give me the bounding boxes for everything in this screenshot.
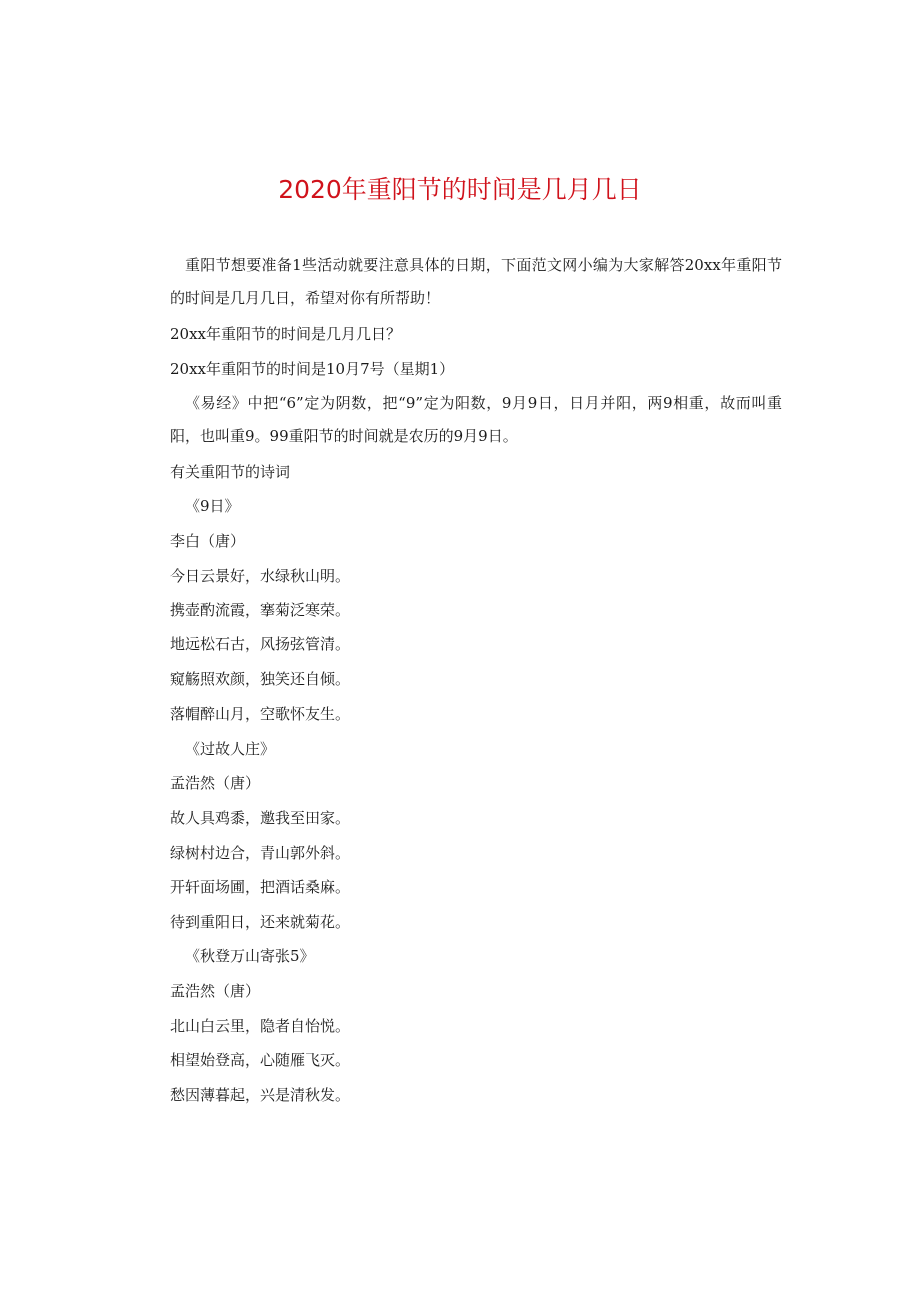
document-title: 2020年重阳节的时间是几月几日: [278, 175, 642, 204]
poem-line: 携壶酌流霞，搴菊泛寒荣。: [170, 601, 351, 619]
poem-line: 落帽醉山月，空歌怀友生。: [170, 705, 351, 723]
poem-title: 《秋登万山寄张5》: [185, 947, 315, 965]
poem-line: 北山白云里，隐者自怡悦。: [170, 1017, 351, 1035]
poem-line: 待到重阳日，还来就菊花。: [170, 913, 351, 931]
poem-author: 孟浩然（唐）: [170, 982, 261, 1000]
explanation-paragraph: 《易经》中把“6”定为阴数，把“9”定为阳数，9月9日，日月并阳，两9相重，故而叫重阳，也叫重9。99重阳节的时间就是农历的9月9日。: [170, 394, 782, 445]
poem-line: 故人具鸡黍，邀我至田家。: [170, 809, 351, 827]
poem-title: 《9日》: [185, 497, 240, 515]
poem-author: 孟浩然（唐）: [170, 774, 261, 792]
poem-line: 绿树村边合，青山郭外斜。: [170, 844, 351, 862]
poem-line: 窥觞照欢颜，独笑还自倾。: [170, 670, 351, 688]
poem-line: 愁因薄暮起，兴是清秋发。: [170, 1086, 351, 1104]
poem-line: 相望始登高，心随雁飞灭。: [170, 1051, 351, 1069]
poem-title: 《过故人庄》: [185, 740, 276, 758]
poem-line: 地远松石古，风扬弦管清。: [170, 635, 351, 653]
question-line: 20xx年重阳节的时间是几月几日？: [170, 325, 402, 343]
poem-author: 李白（唐）: [170, 532, 246, 550]
poems-heading: 有关重阳节的诗词: [170, 463, 291, 481]
answer-line: 20xx年重阳节的时间是10月7号（星期1）: [170, 360, 455, 378]
poem-line: 开轩面场圃，把酒话桑麻。: [170, 878, 351, 896]
poem-line: 今日云景好，水绿秋山明。: [170, 567, 351, 585]
intro-paragraph: 重阳节想要准备1些活动就要注意具体的日期，下面范文网小编为大家解答20xx年重阳节的时间是几月几日，希望对你有所帮助！: [170, 256, 782, 307]
